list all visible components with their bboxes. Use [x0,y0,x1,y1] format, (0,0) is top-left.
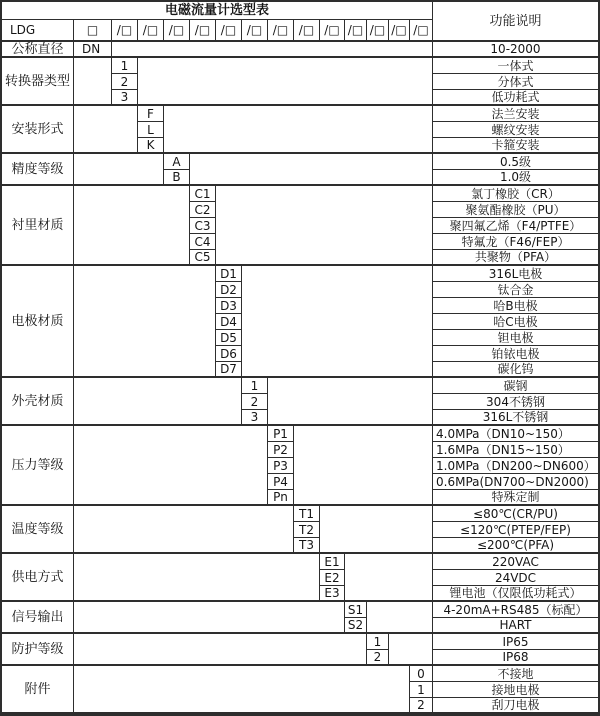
code-slot: /□ [164,20,190,42]
desc-cell: 10-2000 [433,42,598,58]
empty-cell [74,554,320,602]
desc-cell: 316L电极 [433,266,598,282]
code-slot: /□ [242,20,268,42]
code-cell: B [164,170,190,186]
empty-cell [74,266,216,378]
desc-cell: 聚四氟乙烯（F4/PTFE） [433,218,598,234]
desc-cell: 哈B电极 [433,298,598,314]
desc-cell: 钽电极 [433,330,598,346]
code-cell: E1 [320,554,345,570]
desc-cell: 卡箍安装 [433,138,598,154]
code-cell: D3 [216,298,242,314]
code-slot: /□ [138,20,164,42]
code-cell: D5 [216,330,242,346]
code-slot: /□ [112,20,138,42]
empty-cell [74,154,164,186]
category-label: 外壳材质 [2,378,74,426]
code-cell: 2 [112,74,138,90]
empty-cell [112,42,433,58]
desc-cell: 特氟龙（F46/FEP） [433,234,598,250]
empty-cell [74,378,242,426]
desc-cell: ≤120℃(PTEP/FEP) [433,522,598,538]
desc-cell: 1.6MPa（DN15~150） [433,442,598,458]
empty-cell [74,58,112,106]
desc-cell: 锂电池（仅限低功耗式） [433,586,598,602]
empty-cell [320,506,433,554]
code-cell: D1 [216,266,242,282]
desc-cell: ≤80℃(CR/PU) [433,506,598,522]
empty-cell [216,186,433,266]
code-slot: /□ [190,20,216,42]
code-cell: 1 [112,58,138,74]
category-label: 转换器类型 [2,58,74,106]
code-cell: 2 [242,394,268,410]
desc-cell: 碳化钨 [433,362,598,378]
code-slot: /□ [216,20,242,42]
code-cell: E2 [320,570,345,586]
category-label: 供电方式 [2,554,74,602]
code-cell: P3 [268,458,294,474]
code-slot: □ [74,20,112,42]
desc-cell: 4-20mA+RS485（标配） [433,602,598,618]
category-label: 衬里材质 [2,186,74,266]
category-label: 附件 [2,666,74,714]
desc-cell: 0.6MPa(DN700~DN2000) [433,474,598,490]
desc-cell: 4.0MPa（DN10~150） [433,426,598,442]
empty-cell [164,106,433,154]
code-slot: /□ [367,20,389,42]
desc-cell: 哈C电极 [433,314,598,330]
desc-cell: 钛合金 [433,282,598,298]
code-cell: 1 [242,378,268,394]
code-cell: D7 [216,362,242,378]
code-cell: 2 [410,698,433,714]
desc-cell: 法兰安装 [433,106,598,122]
desc-cell: 螺纹安装 [433,122,598,138]
empty-cell [389,634,433,666]
desc-cell: 不接地 [433,666,598,682]
code-slot: /□ [268,20,294,42]
code-slot: /□ [410,20,433,42]
desc-cell: 低功耗式 [433,90,598,106]
code-cell: 3 [112,90,138,106]
desc-cell: 特殊定制 [433,490,598,506]
category-label: 防护等级 [2,634,74,666]
desc-cell: 刮刀电极 [433,698,598,714]
code-cell: T2 [294,522,320,538]
desc-cell: 共聚物（PFA） [433,250,598,266]
desc-cell: 1.0级 [433,170,598,186]
desc-cell: 0.5级 [433,154,598,170]
empty-cell [138,58,433,106]
empty-cell [74,186,190,266]
desc-cell: 一体式 [433,58,598,74]
code-slot: /□ [320,20,345,42]
category-label: 安装形式 [2,106,74,154]
code-cell: D4 [216,314,242,330]
code-cell: T3 [294,538,320,554]
code-cell: A [164,154,190,170]
code-cell: 2 [367,650,389,666]
code-cell: T1 [294,506,320,522]
desc-cell: 碳钢 [433,378,598,394]
category-label: 温度等级 [2,506,74,554]
code-cell: C4 [190,234,216,250]
code-slot: /□ [389,20,410,42]
empty-cell [74,634,367,666]
empty-cell [74,426,268,506]
desc-cell: 氯丁橡胶（CR） [433,186,598,202]
empty-cell [367,602,433,634]
code-cell: 1 [410,682,433,698]
function-column-header: 功能说明 [433,2,598,42]
desc-cell: 24VDC [433,570,598,586]
code-cell: P1 [268,426,294,442]
empty-cell [294,426,433,506]
desc-cell: 聚氨酯橡胶（PU） [433,202,598,218]
category-label: 精度等级 [2,154,74,186]
code-cell: P2 [268,442,294,458]
empty-cell [268,378,433,426]
desc-cell: 分体式 [433,74,598,90]
code-cell: E3 [320,586,345,602]
code-cell: 1 [367,634,389,650]
desc-cell: 铂铱电极 [433,346,598,362]
code-slot: /□ [345,20,367,42]
code-cell: C1 [190,186,216,202]
desc-cell: 304不锈钢 [433,394,598,410]
desc-cell: 1.0MPa（DN200~DN600） [433,458,598,474]
model-prefix-cell: LDG [2,20,74,42]
empty-cell [190,154,433,186]
desc-cell: IP68 [433,650,598,666]
desc-cell: HART [433,618,598,634]
category-label: 信号输出 [2,602,74,634]
empty-cell [345,554,433,602]
code-cell: P4 [268,474,294,490]
desc-cell: 接地电极 [433,682,598,698]
empty-cell [74,602,345,634]
category-label: 电极材质 [2,266,74,378]
category-label: 压力等级 [2,426,74,506]
code-cell: D6 [216,346,242,362]
code-cell: L [138,122,164,138]
code-slot: /□ [294,20,320,42]
code-cell: DN [74,42,112,58]
code-cell: F [138,106,164,122]
code-cell: 3 [242,410,268,426]
code-cell: S1 [345,602,367,618]
code-cell: 0 [410,666,433,682]
code-cell: C3 [190,218,216,234]
code-cell: K [138,138,164,154]
empty-cell [242,266,433,378]
desc-cell: ≤200℃(PFA) [433,538,598,554]
code-cell: C2 [190,202,216,218]
desc-cell: 220VAC [433,554,598,570]
code-cell: S2 [345,618,367,634]
empty-cell [74,106,138,154]
desc-cell: 316L不锈钢 [433,410,598,426]
code-cell: Pn [268,490,294,506]
empty-cell [74,506,294,554]
empty-cell [74,666,410,714]
table-title: 电磁流量计选型表 [2,2,433,20]
desc-cell: IP65 [433,634,598,650]
code-cell: C5 [190,250,216,266]
category-label: 公称直径 [2,42,74,58]
code-cell: D2 [216,282,242,298]
